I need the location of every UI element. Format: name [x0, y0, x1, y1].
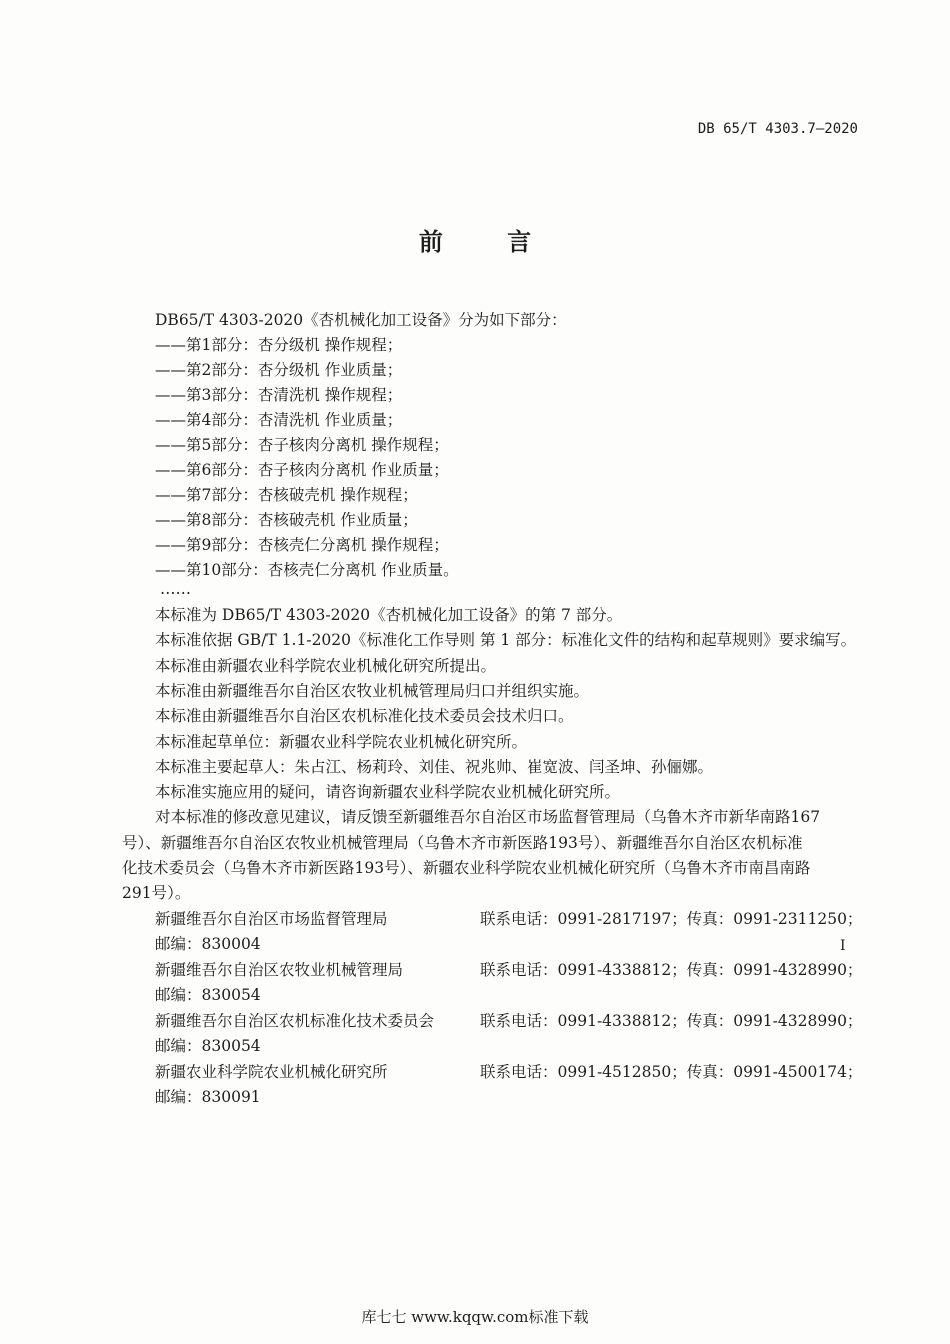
part-list-item: ——第2部分：杏分级机 作业质量；	[155, 361, 403, 379]
footer-watermark: 库七七 www.kqqw.com标准下载	[361, 1308, 589, 1326]
statement-line: 本标准由新疆农业科学院农业机械化研究所提出。	[155, 656, 497, 675]
contact-phone-fax: 联系电话：0991-4338812；传真：0991-4328990；	[480, 960, 863, 979]
part-list-item: ——第7部分：杏核破壳机 操作规程；	[155, 486, 418, 504]
part-list-item: ——第10部分：杏核壳仁分离机 作业质量。	[155, 561, 459, 579]
feedback-paragraph-line: 对本标准的修改意见建议，请反馈至新疆维吾尔自治区市场监督管理局（乌鲁木齐市新华南路167	[155, 808, 821, 827]
statement-line: 本标准由新疆维吾尔自治区农牧业机械管理局归口并组织实施。	[155, 681, 590, 700]
statement-line: 本标准由新疆维吾尔自治区农机标准化技术委员会技术归口。	[155, 707, 574, 726]
contact-postcode: 邮编：830054	[155, 1037, 261, 1056]
contact-postcode: 邮编：830091	[155, 1088, 261, 1107]
contact-phone-fax: 联系电话：0991-4512850；传真：0991-4500174；	[480, 1062, 863, 1081]
contact-organization: 新疆维吾尔自治区农机标准化技术委员会	[155, 1011, 435, 1030]
contact-postcode: 邮编：830054	[155, 986, 261, 1005]
contact-organization: 新疆维吾尔自治区农牧业机械管理局	[155, 960, 404, 979]
intro-line: DB65/T 4303-2020《杏机械化加工设备》分为如下部分：	[155, 311, 567, 329]
statement-line: 本标准为 DB65/T 4303-2020《杏机械化加工设备》的第 7 部分。	[155, 606, 623, 624]
contact-phone-fax: 联系电话：0991-4338812；传真：0991-4328990；	[480, 1011, 863, 1030]
part-list-item: ——第9部分：杏核壳仁分离机 操作规程；	[155, 536, 449, 554]
ellipsis: ……	[160, 580, 191, 598]
part-list-item: ——第1部分：杏分级机 操作规程；	[155, 336, 403, 354]
statement-line: 本标准起草单位：新疆农业科学院农业机械化研究所。	[155, 732, 528, 751]
part-list-item: ——第6部分：杏子核肉分离机 作业质量；	[155, 461, 449, 479]
page-title: 前 言	[418, 228, 560, 256]
contact-organization: 新疆维吾尔自治区市场监督管理局	[155, 909, 388, 928]
part-list-item: ——第4部分：杏清洗机 作业质量；	[155, 411, 403, 429]
page-number: I	[840, 938, 846, 954]
statement-line: 本标准依据 GB/T 1.1-2020《标准化工作导则 第 1 部分：标准化文件的结构和起草规则》要求编写。	[155, 631, 857, 650]
feedback-paragraph-line: 化技术委员会（乌鲁木齐市新医路193号）、新疆农业科学院农业机械化研究所（乌鲁木齐市南昌南路	[122, 859, 811, 877]
part-list-item: ——第5部分：杏子核肉分离机 操作规程；	[155, 436, 449, 454]
part-list-item: ——第8部分：杏核破壳机 作业质量；	[155, 511, 418, 529]
statement-line: 本标准实施应用的疑问，请咨询新疆农业科学院农业机械化研究所。	[155, 783, 621, 802]
contact-organization: 新疆农业科学院农业机械化研究所	[155, 1062, 388, 1081]
feedback-paragraph-line: 号）、新疆维吾尔自治区农牧业机械管理局（乌鲁木齐市新医路193号）、新疆维吾尔自治区农机标准	[122, 833, 803, 852]
contact-phone-fax: 联系电话：0991-2817197；传真：0991-2311250；	[480, 909, 863, 928]
standard-number: DB 65/T 4303.7—2020	[697, 121, 858, 137]
contact-postcode: 邮编：830004	[155, 935, 261, 954]
feedback-paragraph-line: 291号）。	[122, 884, 191, 903]
part-list-item: ——第3部分：杏清洗机 操作规程；	[155, 386, 403, 404]
statement-line: 本标准主要起草人：朱占江、杨莉玲、刘佳、祝兆帅、崔宽波、闫圣坤、孙俪娜。	[155, 757, 714, 776]
